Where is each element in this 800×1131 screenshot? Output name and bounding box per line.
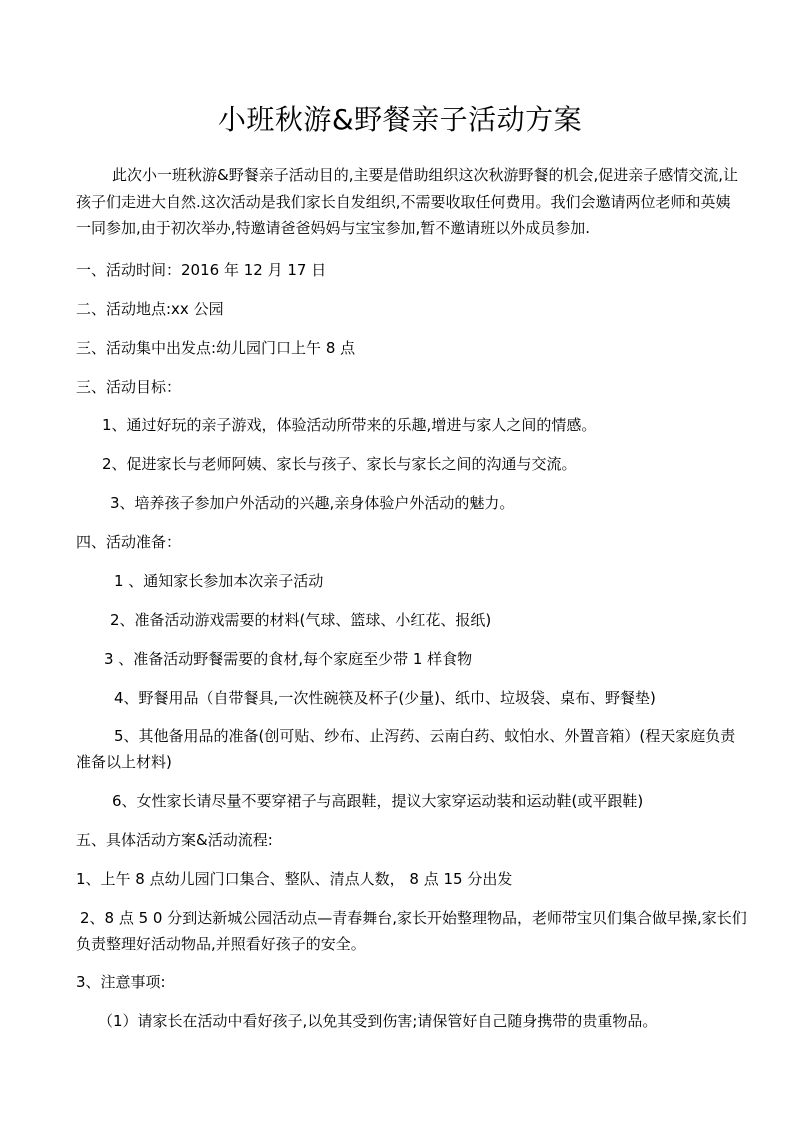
plan-step-1: 1、上午 8 点幼儿园门口集合、整队、清点人数， 8 点 15 分出发 bbox=[76, 870, 513, 888]
intro-line-1: 此次小一班秋游&野餐亲子活动目的,主要是借助组织这次秋游野餐的机会,促进亲子感情交流,让 bbox=[112, 166, 739, 184]
prep-heading: 四、活动准备： bbox=[76, 533, 182, 551]
goals-heading: 三、活动目标： bbox=[76, 378, 182, 396]
goal-item-1: 1、通过好玩的亲子游戏，体验活动所带来的乐趣,增进与家人之间的情感。 bbox=[102, 416, 597, 434]
prep-item-5-continued: 准备以上材料) bbox=[76, 753, 172, 771]
plan-heading: 五、具体活动方案&活动流程: bbox=[76, 831, 273, 849]
activity-place: 二、活动地点:xx 公园 bbox=[76, 300, 224, 318]
prep-item-1: 1 、通知家长参加本次亲子活动 bbox=[114, 572, 324, 590]
prep-item-3: 3 、准备活动野餐需要的食材,每个家庭至少带 1 样食物 bbox=[104, 650, 473, 668]
intro-line-2: 孩子们走进大自然.这次活动是我们家长自发组织,不需要收取任何费用。我们会邀请两位老师和英姨 bbox=[76, 193, 731, 211]
plan-step-3: 3、注意事项: bbox=[76, 973, 166, 991]
prep-item-6: 6、女性家长请尽量不要穿裙子与高跟鞋，提议大家穿运动装和运动鞋(或平跟鞋) bbox=[112, 792, 644, 810]
activity-time: 一、活动时间：2016 年 12 月 17 日 bbox=[76, 261, 327, 279]
prep-item-5: 5、其他备用品的准备(创可贴、纱布、止泻药、云南白药、蚊怕水、外置音箱）(程天家庭负责 bbox=[114, 727, 736, 745]
prep-item-2: 2、准备活动游戏需要的材料(气球、篮球、小红花、报纸) bbox=[110, 611, 492, 629]
plan-step-2: 2、8 点 5 0 分到达新城公园活动点—青春舞台,家长开始整理物品，老师带宝贝们集合做早操,家长们 bbox=[80, 909, 747, 927]
goal-item-2: 2、促进家长与老师阿姨、家长与孩子、家长与家长之间的沟通与交流。 bbox=[102, 455, 577, 473]
goal-item-3: 3、培养孩子参加户外活动的兴趣,亲身体验户外活动的魅力。 bbox=[110, 494, 515, 512]
gathering-point: 三、活动集中出发点:幼儿园门口上午 8 点 bbox=[76, 339, 356, 357]
plan-note-1: （1）请家长在活动中看好孩子,以免其受到伤害;请保管好自己随身携带的贵重物品。 bbox=[98, 1012, 658, 1030]
document-title: 小班秋游&野餐亲子活动方案 bbox=[217, 103, 583, 136]
prep-item-4: 4、野餐用品（自带餐具,一次性碗筷及杯子(少量)、纸巾、垃圾袋、桌布、野餐垫) bbox=[114, 689, 656, 707]
plan-step-2-continued: 负责整理好活动物品,并照看好孩子的安全。 bbox=[76, 935, 366, 953]
intro-line-3: 一同参加,由于初次举办,特邀请爸爸妈妈与宝宝参加,暂不邀请班以外成员参加. bbox=[76, 219, 591, 237]
